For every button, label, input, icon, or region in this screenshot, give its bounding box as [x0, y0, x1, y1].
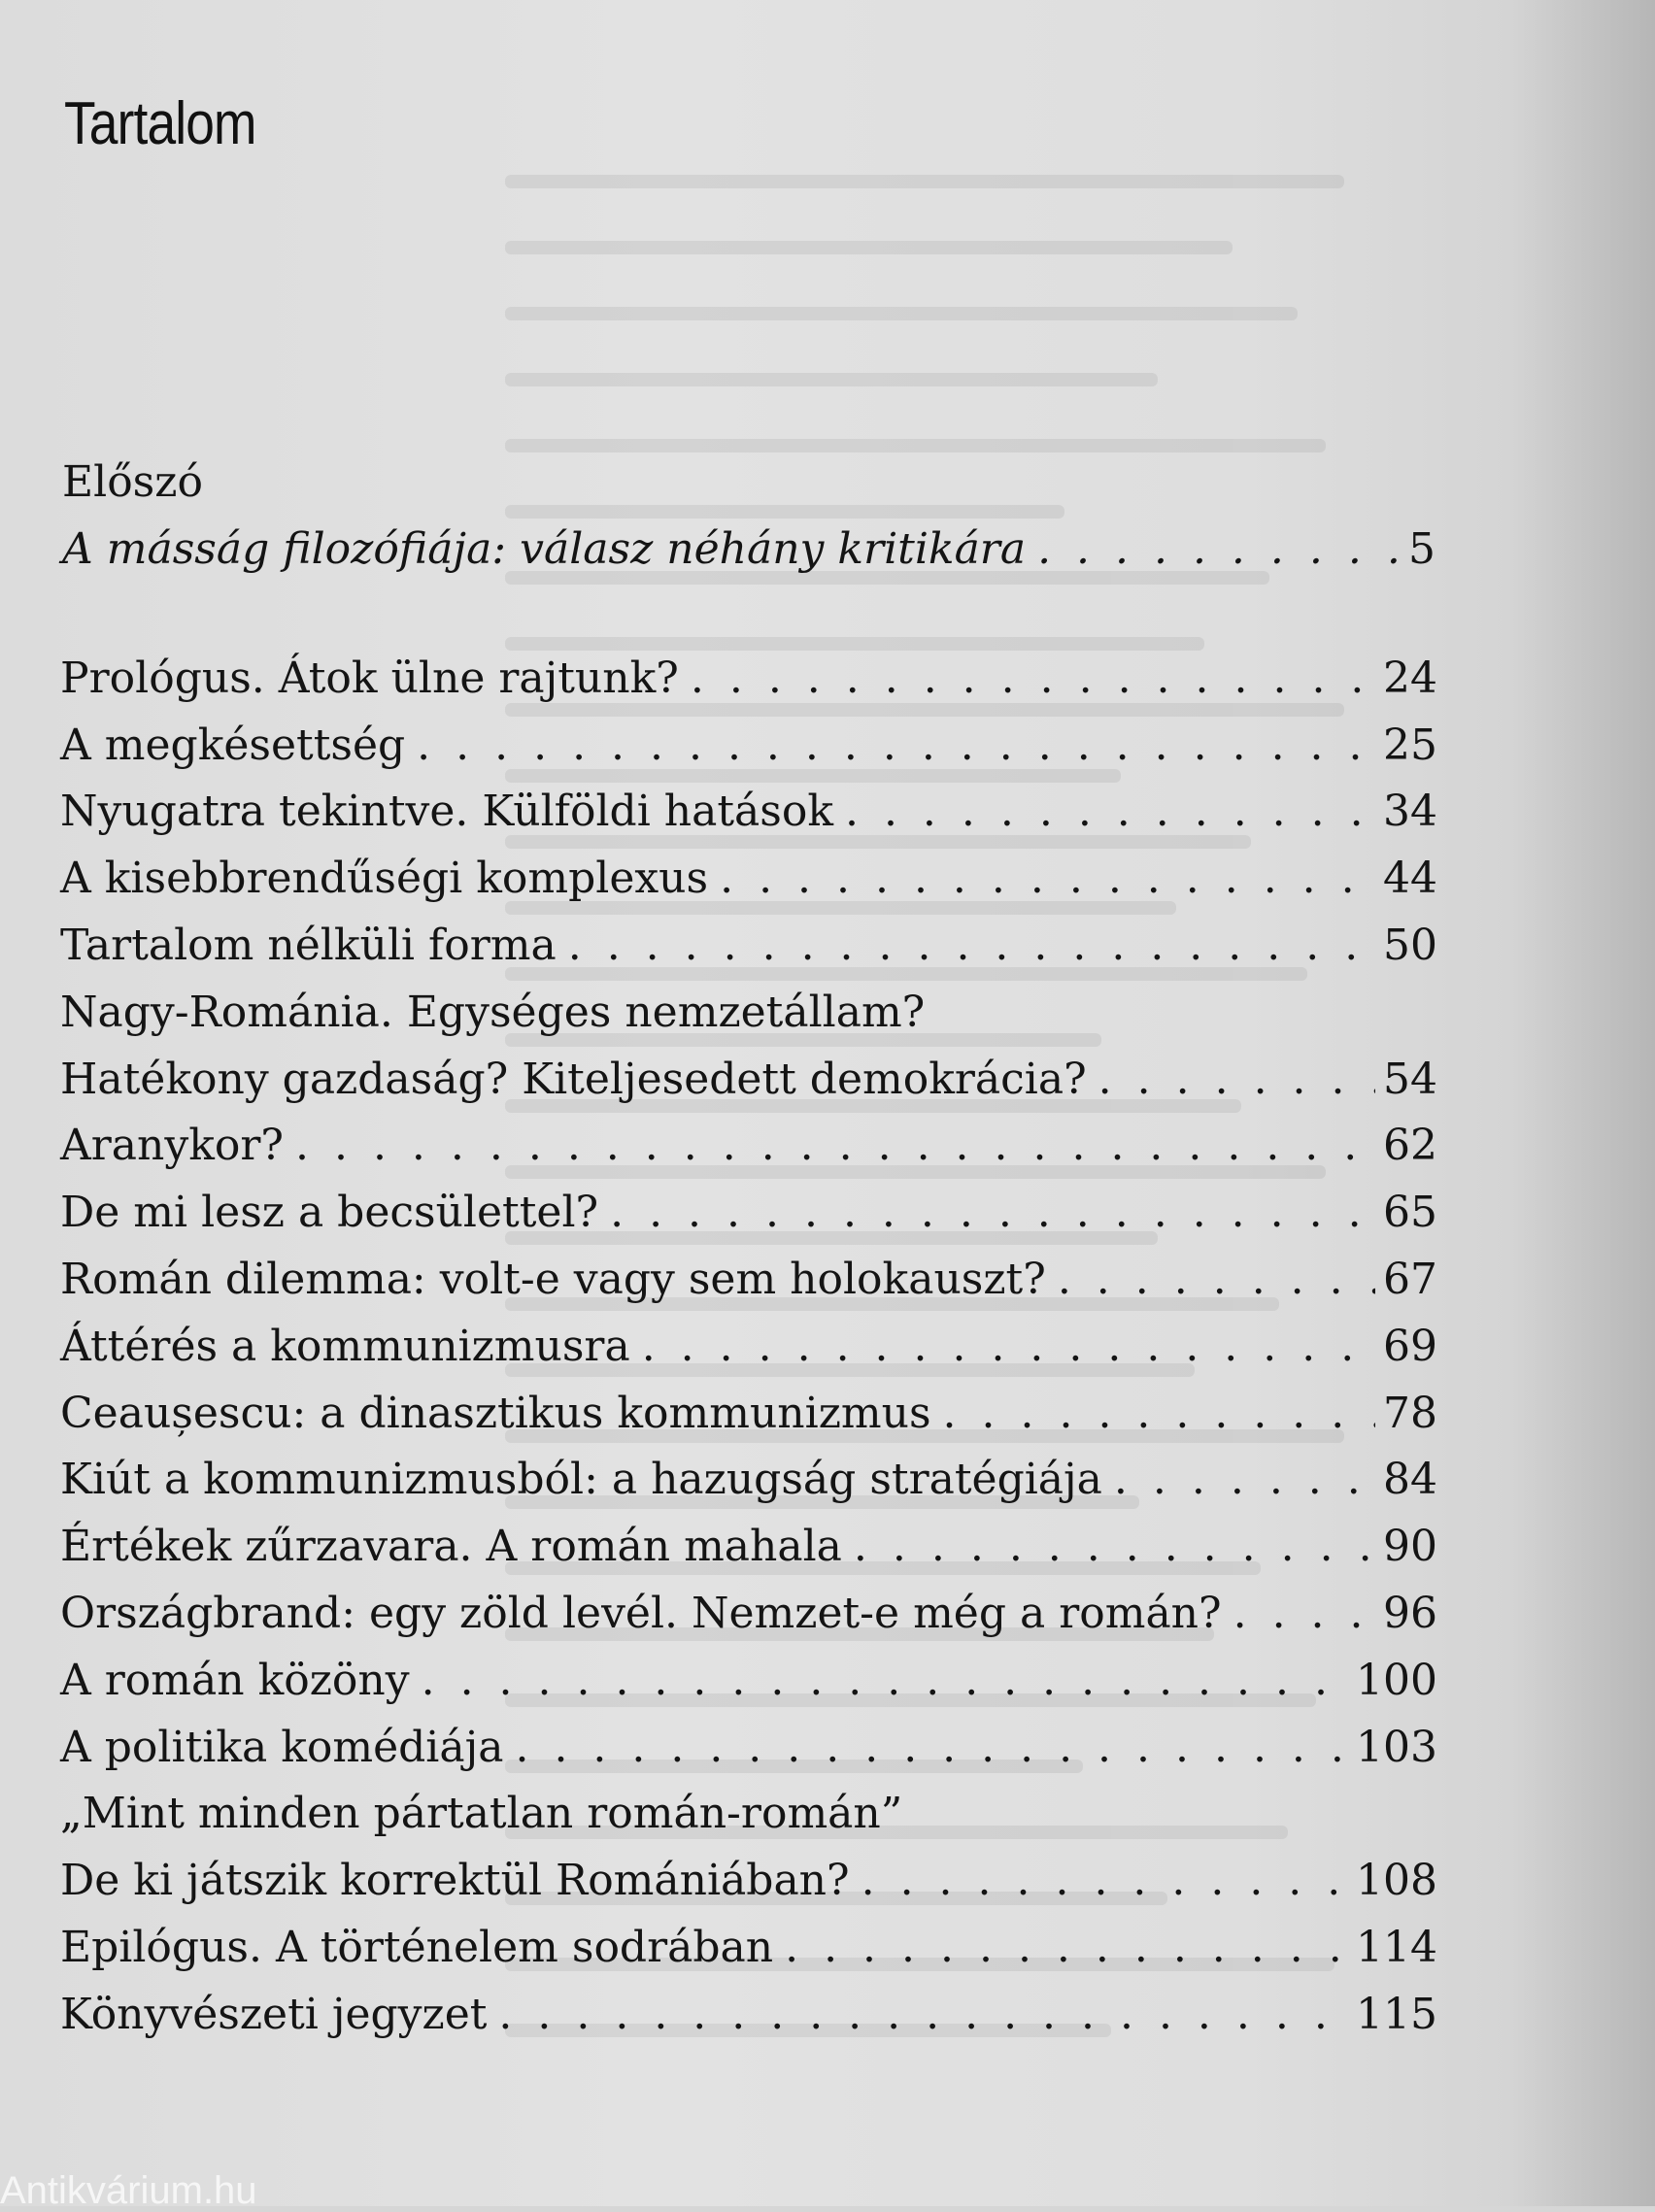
- toc-entry: [60, 1641, 1437, 1708]
- dot-leader: [854, 1520, 1375, 1574]
- toc-entry-page: 65: [1383, 1188, 1437, 1238]
- dot-leader: [691, 652, 1375, 706]
- dot-leader: [417, 719, 1375, 773]
- watermark: Antikvárium.hu: [0, 2169, 257, 2212]
- toc-entry-title: Országbrand: egy zöld levél. Nemzet-e még a román?: [60, 1588, 1222, 1638]
- toc-entry: [60, 1374, 1437, 1441]
- toc-entry-title: Nagy-Románia. Egységes nemzetállam?: [60, 987, 926, 1037]
- toc-entry-page: 100: [1356, 1655, 1437, 1705]
- dot-leader: [295, 1119, 1375, 1173]
- toc-entry-title: Román dilemma: volt-e vagy sem holokauszt?: [60, 1254, 1046, 1304]
- dot-leader: [1233, 1587, 1375, 1641]
- toc-entry-page: 50: [1383, 920, 1437, 970]
- toc-entry-foreword: [62, 510, 1435, 577]
- dot-leader: [785, 1921, 1348, 1975]
- toc-entry-title: Nyugatra tekintve. Külföldi hatások: [60, 787, 833, 837]
- foreword-section: [62, 443, 1435, 577]
- dot-leader: [498, 1988, 1348, 2042]
- toc-entry-page: 62: [1383, 1121, 1437, 1171]
- dot-leader: [1037, 522, 1401, 577]
- toc-entry-title: Aranykor?: [60, 1121, 285, 1171]
- toc-entry-title: A másság filozófiája: válasz néhány kritikára: [62, 523, 1027, 574]
- toc-entry: [60, 1441, 1437, 1508]
- dot-leader: [845, 785, 1375, 839]
- dot-leader: [943, 1387, 1375, 1441]
- toc-entry: [60, 1775, 1437, 1842]
- toc-entry: [60, 773, 1437, 840]
- toc-entry-title: De mi lesz a becsülettel?: [60, 1188, 599, 1238]
- toc-entry: [60, 1307, 1437, 1374]
- toc-entry: [60, 1574, 1437, 1641]
- dot-leader: [720, 852, 1375, 906]
- toc-entry-title: A politika komédiája: [60, 1722, 504, 1772]
- toc-entry-page: 115: [1356, 1989, 1437, 2039]
- dot-leader: [642, 1320, 1375, 1374]
- toc-entry-title: Prológus. Átok ülne rajtunk?: [60, 653, 679, 703]
- foreword-label: Előszó: [62, 456, 203, 507]
- toc-entry: [60, 1975, 1437, 2042]
- dot-leader: [422, 1654, 1348, 1708]
- toc-entry-page: 25: [1383, 720, 1437, 770]
- toc-entry-title: Hatékony gazdaság? Kiteljesedett demokrácia?: [60, 1054, 1087, 1104]
- toc-entry-title: A román közöny: [60, 1655, 410, 1705]
- toc-entry: [60, 1841, 1437, 1908]
- toc-entry-page: 90: [1383, 1522, 1437, 1572]
- toc-entry: [60, 906, 1437, 973]
- toc-entry-title: Ceaușescu: a dinasztikus kommunizmus: [60, 1388, 931, 1438]
- toc-entry-page: 67: [1383, 1254, 1437, 1304]
- toc-entry: [60, 1240, 1437, 1307]
- dot-leader: [610, 1186, 1375, 1240]
- toc-entry: [60, 1908, 1437, 1975]
- dot-leader: [568, 919, 1375, 973]
- toc-entry: [60, 1040, 1437, 1107]
- toc-entry-title: „Mint minden pártatlan román-román”: [60, 1789, 903, 1839]
- toc-entry-title: De ki játszik korrektül Romániában?: [60, 1856, 850, 1906]
- page-edge-shadow: [1509, 0, 1655, 2206]
- toc-entry-page: 114: [1356, 1922, 1437, 1972]
- toc-entry-page: 108: [1356, 1856, 1437, 1906]
- dot-leader: [1114, 1453, 1375, 1507]
- dot-leader: [1098, 1053, 1375, 1107]
- toc-entry-page: 44: [1383, 854, 1437, 904]
- toc-entry-title: Értékek zűrzavara. A román mahala: [60, 1522, 842, 1572]
- dot-leader: [861, 1854, 1348, 1908]
- toc-entry: [60, 706, 1437, 773]
- toc-entry-title: Kiút a kommunizmusból: a hazugság stratégiája: [60, 1455, 1102, 1505]
- toc-entry-title: Könyvészeti jegyzet: [60, 1989, 488, 2039]
- toc-entry-title: A kisebbrendűségi komplexus: [60, 854, 709, 904]
- page-title: Tartalom: [64, 90, 256, 157]
- toc-entry: [60, 1507, 1437, 1574]
- toc-entry: [60, 1173, 1437, 1240]
- toc-entry-page: 24: [1383, 653, 1437, 703]
- toc-entry-page: 96: [1383, 1588, 1437, 1638]
- toc-entry: [60, 839, 1437, 906]
- toc-entry-page: 5: [1408, 523, 1435, 574]
- toc-entry-title: Áttérés a kommunizmusra: [60, 1321, 630, 1371]
- foreword-label-row: [62, 443, 1435, 510]
- toc-entry: [60, 973, 1437, 1040]
- toc-entry-page: 103: [1356, 1722, 1437, 1772]
- toc-entry-title: Tartalom nélküli forma: [60, 920, 557, 970]
- toc-entry-page: 84: [1383, 1455, 1437, 1505]
- dot-leader: [1058, 1253, 1375, 1307]
- toc-entry: [60, 1708, 1437, 1775]
- toc-entry-page: 69: [1383, 1321, 1437, 1371]
- toc-entry-title: A megkésettség: [60, 720, 406, 770]
- toc-entry-page: 54: [1383, 1054, 1437, 1104]
- toc-entry-title: Epilógus. A történelem sodrában: [60, 1922, 774, 1972]
- toc-entry: [60, 639, 1437, 706]
- table-of-contents: [60, 639, 1437, 2042]
- dot-leader: [515, 1721, 1348, 1775]
- toc-entry-page: 78: [1383, 1388, 1437, 1438]
- toc-entry: [60, 1107, 1437, 1174]
- toc-entry-page: 34: [1383, 787, 1437, 837]
